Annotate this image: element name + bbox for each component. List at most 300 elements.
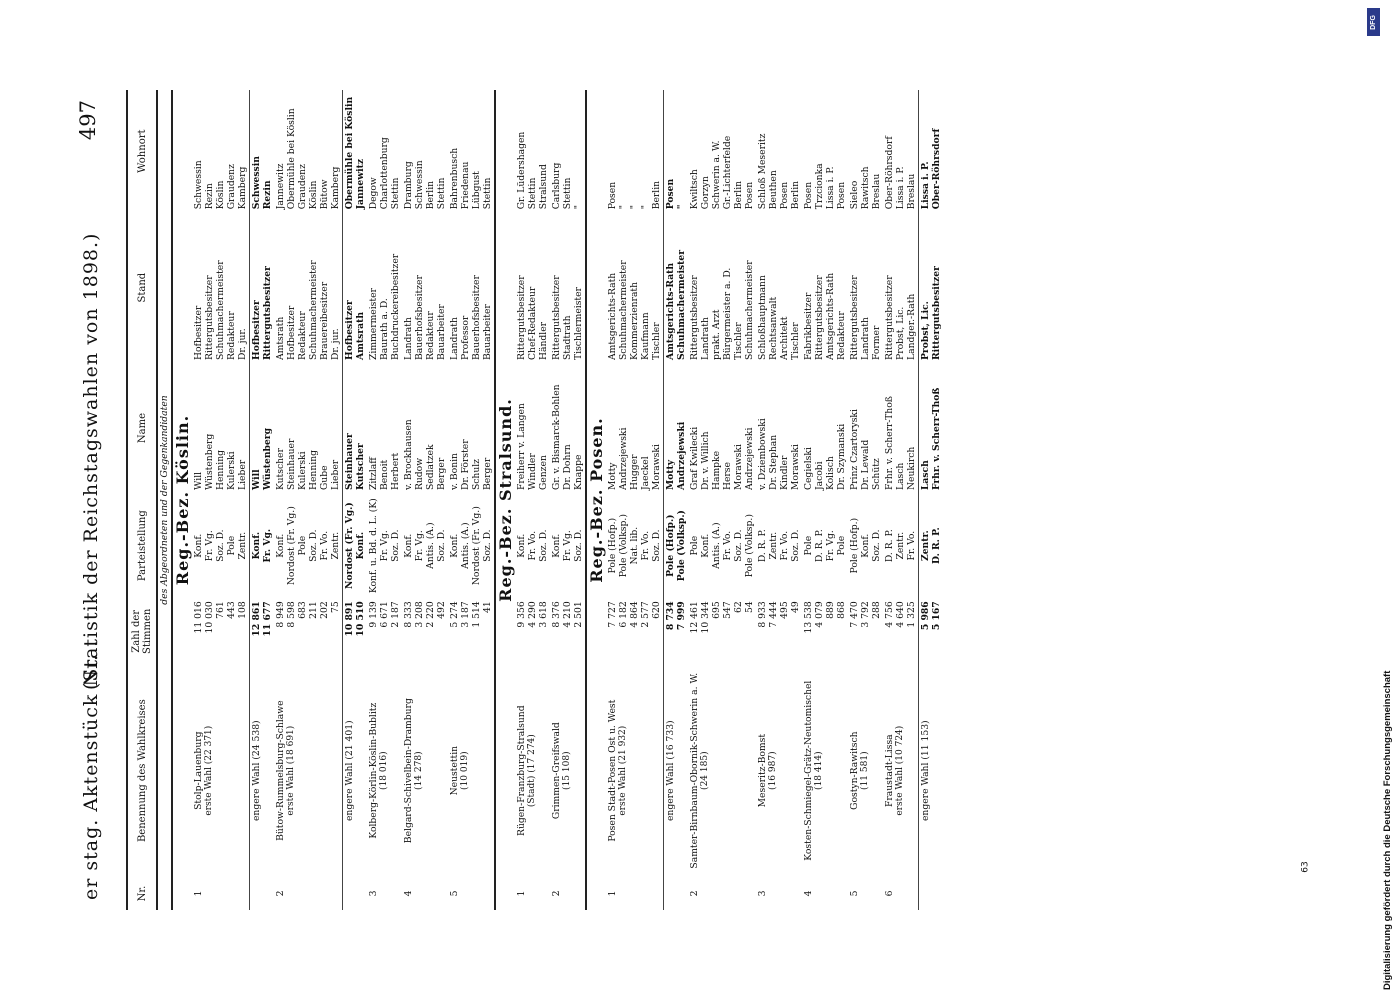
stand-line: Schuhmachermeister <box>618 260 629 360</box>
stimmen-line: 5 274 <box>449 601 460 628</box>
kandidat-name-line: Andrzejewski <box>618 427 629 491</box>
engere-wahl-row <box>250 90 275 910</box>
engere-stimmen-line: 5 986 <box>920 601 931 631</box>
engere-partei-line: Zentr. <box>920 530 931 562</box>
kandidat-name-line: Berger <box>436 457 447 491</box>
engere-stand-line: Rittergutsbesitzer <box>262 266 273 360</box>
stimmen-line: 4 640 <box>895 601 906 628</box>
election-statistics-table <box>126 90 943 910</box>
stimmen-line: 3 208 <box>414 601 425 628</box>
engere-partei-line: Pole (Hofp.) <box>665 514 676 577</box>
region-heading: Reg.-Bez. Stralsund. <box>495 90 515 910</box>
wahlkreis-name: Kolberg-Körlin-Köslin-Bublitz <box>368 702 379 839</box>
partei-line: Zentr. <box>237 531 248 560</box>
stimmen-line: 443 <box>226 601 237 619</box>
wahlkreis-name: Stolp-Lauenburg <box>193 731 204 810</box>
scan-page-number: 63 <box>1300 861 1311 873</box>
kandidat-name-line: Schütz <box>871 458 882 491</box>
kandidat-name-line: v. Brockhausen <box>403 419 414 491</box>
wohnort-line: Dramburg <box>403 161 414 210</box>
partei-line: Antis. (A.) <box>460 522 471 569</box>
partei-line: Fr. Vo. <box>640 530 651 561</box>
kandidat-name-line: v. Bonin <box>449 453 460 491</box>
wahlkreis-cell <box>848 664 883 877</box>
kandidat-name-line: Frhr. v. Scherr-Thoß <box>884 396 895 491</box>
partei-line: Soz. D. <box>390 529 401 562</box>
wohnort <box>802 90 848 212</box>
engere-wahl-row <box>343 90 368 910</box>
table-row <box>448 90 495 910</box>
engere-wohnort <box>919 90 944 212</box>
wahlkreis-cell <box>448 664 495 877</box>
stimmen-line: 4 079 <box>814 601 825 628</box>
running-header <box>70 90 120 910</box>
engere-partei <box>343 493 368 598</box>
kandidat-name-line: Gube <box>319 465 330 491</box>
wohnort-line: Posen <box>836 181 847 210</box>
stand-line: Dr. jur. <box>330 328 341 360</box>
subheader: des Abgeordneten und der Gegenkandidaten <box>159 395 170 605</box>
dfg-logo <box>1367 8 1380 36</box>
partei-line: Nat. lib. <box>629 526 640 565</box>
wahlkreis-cell <box>688 664 756 877</box>
stimmen-line: 288 <box>871 601 882 619</box>
kandidat-name-line: Berger <box>482 457 493 491</box>
engere-stimmen <box>250 598 275 664</box>
stand-line: Hofbesitzer <box>286 305 297 360</box>
stimmen <box>192 598 250 664</box>
partei-line: Nordost (Fr. Vg.) <box>286 506 297 586</box>
kandidat-name <box>848 363 883 493</box>
stimmen-line: 211 <box>308 601 319 619</box>
kandidat-name-line: Kulerski <box>297 451 308 491</box>
stand-line: Buchdruckereibesitzer <box>390 253 401 360</box>
partei <box>448 493 495 598</box>
row-nr-empty <box>250 877 275 910</box>
partei-line: Konf. u. Bd. d. L. (K) <box>368 498 379 594</box>
wahlkreis-cell <box>515 664 550 877</box>
kandidat-name-line: Lasch <box>895 462 906 491</box>
wohnort-line: Schwessin <box>193 160 204 210</box>
stand-line: Rittergutsbesitzer <box>884 275 895 360</box>
wahlkreis-cell <box>192 664 250 877</box>
col-header-wohnort: Wohnort <box>127 90 157 212</box>
partei-line: Soz. D. <box>573 529 584 562</box>
stimmen-line: 7 444 <box>768 601 779 628</box>
stimmen-line: 620 <box>651 601 662 619</box>
partei-line: Fr. Vg. <box>414 530 425 562</box>
wohnort-line: " <box>640 205 651 210</box>
row-nr: 4 <box>403 890 414 897</box>
partei-line: D. R. P. <box>884 529 895 563</box>
wohnort <box>515 90 550 212</box>
kandidat-name-line: Wüstenberg <box>204 433 215 491</box>
kandidat-name <box>756 363 802 493</box>
wahlkreis-name: Posen Stadt-Posen Ost u. West <box>607 699 618 842</box>
stimmen-line: 108 <box>237 601 248 619</box>
wohnort-line: Gr.-Lichterfelde <box>722 135 733 210</box>
kandidat-name-line: Will <box>193 471 204 491</box>
kandidat-name-line: Knappe <box>573 454 584 491</box>
engere-wahl-row <box>664 90 689 910</box>
partei-line: Soz. D. <box>436 529 447 562</box>
wahlkreis-name: Fraustadt-Lissa <box>884 734 895 808</box>
wohnort-line: Stettin <box>390 177 401 210</box>
engere-partei-line: Pole (Volksp.) <box>676 510 687 582</box>
wohnort-line: Lissa i. P. <box>825 166 836 210</box>
stimmen-line: 492 <box>436 601 447 619</box>
kandidat-name-line: Herse <box>722 462 733 491</box>
partei-line: Soz. D. <box>308 529 319 562</box>
col-header-nr: Nr. <box>127 877 157 910</box>
wahlkreis-name: Gostyn-Rawitsch <box>849 731 860 810</box>
wahlkreis-name: Rügen-Franzburg-Stralsund <box>516 705 527 836</box>
digitization-credit <box>1368 40 1393 990</box>
wahlkreis-name: Grimmen-Greifswald <box>551 722 562 820</box>
engere-stand <box>919 212 944 363</box>
engere-name <box>664 363 689 493</box>
kandidat-name-line: Kindler <box>779 455 790 491</box>
partei <box>274 493 343 598</box>
stand <box>802 212 848 363</box>
table-header-row <box>127 90 157 910</box>
stimmen-line: 4 290 <box>527 601 538 628</box>
col-header-name: Name <box>127 363 157 493</box>
partei-line: Zentr. <box>330 531 341 560</box>
wohnort-line: Graudenz <box>297 164 308 210</box>
kandidat-name-line: Jaeckel <box>640 456 651 491</box>
table-row <box>274 90 343 910</box>
engere-stand-line: Amtsrath <box>355 312 366 360</box>
partei <box>883 493 919 598</box>
partei-line: Soz. D. <box>733 529 744 562</box>
credit-text: Digitalisierung gefördert durch die Deutsche Forschungsgemeinschaft <box>1382 670 1393 990</box>
wohnort-line: Stettin <box>482 177 493 210</box>
kandidat-name-line: Henning <box>215 450 226 491</box>
stand-line: Rittergutsbesitzer <box>849 275 860 360</box>
stand-line: Redakteur <box>226 311 237 360</box>
kandidat-name-line: Kulerski <box>226 451 237 491</box>
wahlkreis-cell <box>756 664 802 877</box>
engere-wohnort <box>343 90 368 212</box>
engere-wohnort <box>250 90 275 212</box>
stimmen-line: 761 <box>215 601 226 619</box>
kandidat-name-line: Morawski <box>733 444 744 491</box>
kandidat-name <box>192 363 250 493</box>
partei-line: Pole (Volksp.) <box>618 514 629 578</box>
wahl-info: (15 108) <box>562 751 572 790</box>
stimmen-line: 13 538 <box>803 601 814 634</box>
stand-line: Amtsgerichts-Rath <box>607 272 618 360</box>
wohnort-line: Posen <box>744 181 755 210</box>
partei-line: Zentr. <box>895 531 906 560</box>
engere-partei-line: Fr. Vg. <box>262 528 273 563</box>
engere-stimmen <box>343 598 368 664</box>
wahlkreis-cell <box>802 664 848 877</box>
wahl-info: (10 019) <box>460 751 470 790</box>
table-row <box>402 90 448 910</box>
row-nr-empty <box>919 877 944 910</box>
kandidat-name-line: Prinz Czartoryski <box>849 409 860 491</box>
stand-line: prakt. Arzt <box>711 309 722 360</box>
partei-line: Soz. D. <box>482 529 493 562</box>
wohnort-line: Stettin <box>436 177 447 210</box>
stand-line: Rittergutsbesitzer <box>814 275 825 360</box>
kandidat-name-line: Cegielski <box>803 447 814 491</box>
stand-line: Amtsrath <box>275 316 286 360</box>
stand-line: Probst, Lic. <box>895 306 906 360</box>
partei <box>802 493 848 598</box>
wohnort-line: Köslin <box>308 180 319 210</box>
partei-line: Pole (Hofp.) <box>849 517 860 574</box>
engere-name-line: Andrzejewski <box>676 421 687 491</box>
kandidat-name <box>550 363 586 493</box>
partei <box>688 493 756 598</box>
stand-line: Redakteur <box>297 311 308 360</box>
engere-wohnort-line: Rezin <box>262 180 273 210</box>
stimmen-line: 4 864 <box>629 601 640 628</box>
stimmen-line: 2 501 <box>573 601 584 628</box>
stimmen-line: 54 <box>744 601 755 614</box>
stand <box>883 212 919 363</box>
stand-line: Schuhmachermeister <box>744 260 755 360</box>
stimmen-line: 2 577 <box>640 601 651 628</box>
kandidat-name-line: Dr. Dohrn <box>562 444 573 491</box>
kandidat-name-line: Henning <box>308 450 319 491</box>
stand-line: Fabrikbesitzer <box>803 292 814 360</box>
stand <box>606 212 664 363</box>
wohnort-line: Ober-Röhrsdorf <box>884 136 895 210</box>
engere-stimmen <box>664 598 689 664</box>
partei <box>756 493 802 598</box>
wohnort-line: Kamberg <box>330 166 341 210</box>
engere-wohnort-line: Obermühle bei Köslin <box>344 96 355 210</box>
row-nr: 5 <box>449 890 460 897</box>
wohnort-line: Rawitsch <box>860 166 871 210</box>
stand-line: Bauarbeiter <box>436 304 447 360</box>
wohnort-line: Köslin <box>215 180 226 210</box>
table-body <box>157 90 943 910</box>
partei-line: Soz. D. <box>790 529 801 562</box>
stand-line: Rechtsanwalt <box>768 296 779 360</box>
stimmen-line: 1 325 <box>906 601 917 628</box>
stimmen-line: 8 933 <box>757 601 768 628</box>
engere-stand-line: Hofbesitzer <box>251 300 262 360</box>
wahl-info: (18 414) <box>814 751 824 790</box>
wahlkreis-cell <box>402 664 448 877</box>
kandidat-name-line: Dr. Stephan <box>768 434 779 491</box>
kandidat-name-line: Lieber <box>330 459 341 491</box>
stand-line: Rittergutsbesitzer <box>204 275 215 360</box>
wahl-info: (16 987) <box>768 751 778 790</box>
stimmen <box>883 598 919 664</box>
kandidat-name-line: Andrzejewski <box>744 427 755 491</box>
stimmen-line: 8 376 <box>551 601 562 628</box>
kandidat-name-line: Freiherr v. Langen <box>516 403 527 491</box>
stimmen-line: 495 <box>779 601 790 619</box>
row-nr: 2 <box>689 890 700 897</box>
engere-stand-line: Schuhmachermeister <box>676 249 687 360</box>
wohnort <box>883 90 919 212</box>
wohnort-line: Trzcionka <box>814 163 825 210</box>
wahlkreis-name: Neustettin <box>449 745 460 796</box>
kandidat-name <box>883 363 919 493</box>
engere-wohnort-line: Schwessin <box>251 156 262 210</box>
stimmen-line: 10 344 <box>700 601 711 634</box>
engere-stand <box>343 212 368 363</box>
kandidat-name-line: Lieber <box>237 459 248 491</box>
engere-stand <box>664 212 689 363</box>
wohnort-line: Sieleo <box>849 180 860 210</box>
engere-wahl-label: engere Wahl (21 401) <box>343 664 368 877</box>
wahlkreis-cell <box>883 664 919 877</box>
table-row <box>606 90 664 910</box>
table-row <box>756 90 802 910</box>
wohnort-line: Berlin <box>790 180 801 210</box>
wohnort <box>688 90 756 212</box>
kandidat-name-line: Steinhauer <box>286 438 297 491</box>
engere-wahl-label: engere Wahl (24 538) <box>250 664 275 877</box>
partei-line: Fr. Vo. <box>527 530 538 561</box>
row-nr: 4 <box>803 890 814 897</box>
wahlkreis-name: Samter-Birnbaum-Obornik-Schwerin a. W. <box>689 672 700 869</box>
table-row <box>848 90 883 910</box>
table-row <box>367 90 402 910</box>
kandidat-name-line: Motty <box>607 462 618 491</box>
partei-line: Pole <box>836 535 847 556</box>
engere-name-line: Steinhauer <box>344 433 355 491</box>
header-left: er stag. Aktenstück Nr. . <box>80 639 102 900</box>
kandidat-name-line: Schulz <box>471 458 482 491</box>
kandidat-name-line: Dr. v. Willich <box>700 431 711 491</box>
engere-partei <box>250 493 275 598</box>
engere-wahl-row <box>919 90 944 910</box>
wohnort-line: Stettin <box>527 177 538 210</box>
table-row <box>688 90 756 910</box>
engere-wahl-label: engere Wahl (11 153) <box>919 664 944 877</box>
stand-line: Baurath a. D. <box>379 298 390 360</box>
stand-line: Redakteur <box>425 311 436 360</box>
stimmen <box>606 598 664 664</box>
engere-partei <box>664 493 689 598</box>
stand-line: Professor <box>460 315 471 360</box>
wohnort-line: " <box>573 205 584 210</box>
stand-line: Zimmermeister <box>368 288 379 360</box>
engere-name-line: Kutscher <box>355 443 366 491</box>
wahlkreis-name: Meseritz-Bomst <box>757 733 768 808</box>
row-nr: 1 <box>193 890 204 897</box>
stimmen-line: 41 <box>482 601 493 614</box>
col-header-partei: Parteistellung <box>127 493 157 598</box>
wahlkreis-name: Bütow-Rummelsburg-Schlawe <box>275 700 286 841</box>
region-heading-row <box>586 90 606 910</box>
dfg-logo-text: DFG <box>1370 14 1377 30</box>
wohnort <box>367 90 402 212</box>
stand-line: Bauerhofsbesitzer <box>414 275 425 360</box>
wahl-info: (18 016) <box>379 751 389 790</box>
partei <box>402 493 448 598</box>
engere-partei-line: D. R. P. <box>931 527 942 564</box>
row-nr: 3 <box>368 890 379 897</box>
wahl-info: (14 278) <box>414 751 424 790</box>
wohnort-line: Lübgust <box>471 171 482 210</box>
kandidat-name <box>274 363 343 493</box>
wohnort-line: Kamberg <box>237 166 248 210</box>
kandidat-name-line: Dr. Szymanski <box>836 423 847 491</box>
stand-line: Kaufmann <box>640 312 651 360</box>
stand-line: Brauereibesitzer <box>319 281 330 360</box>
wohnort-line: Obermühle bei Köslin <box>286 108 297 210</box>
stand-line: Dr. jur. <box>237 328 248 360</box>
row-nr: 1 <box>516 890 527 897</box>
stand-line: Schuhmachermeister <box>308 260 319 360</box>
wahlkreis-name: Belgard-Schivelbein-Dramburg <box>403 698 414 844</box>
stimmen-line: 868 <box>836 601 847 619</box>
engere-partei-line: Nordost (Fr. Vg.) <box>344 502 355 590</box>
kandidat-name-line: Kolisch <box>825 456 836 491</box>
stand <box>274 212 343 363</box>
partei-line: Konf. <box>860 533 871 558</box>
wohnort-line: Berlin <box>733 180 744 210</box>
wohnort-line: Posen <box>779 181 790 210</box>
region-heading-row <box>495 90 515 910</box>
wohnort-line: Friedenau <box>460 161 471 210</box>
stand-line: Rittergutsbesitzer <box>551 275 562 360</box>
col-header-wahlkreis: Benennung des Wahlkreises <box>127 664 157 877</box>
row-nr: 2 <box>551 890 562 897</box>
partei-line: Konf. <box>275 533 286 558</box>
col-header-stimmen: Zahl der Stimmen <box>127 598 157 664</box>
engere-wohnort-line: " <box>676 204 687 210</box>
stand-line: Redakteur <box>836 311 847 360</box>
stimmen-line: 12 461 <box>689 601 700 634</box>
engere-stimmen-line: 10 891 <box>344 601 355 637</box>
wahl-info: erste Wahl (10 724) <box>895 725 905 816</box>
stimmen <box>367 598 402 664</box>
engere-partei-line: Konf. <box>251 531 262 560</box>
stimmen-line: 4 756 <box>884 601 895 628</box>
wahl-info: (Stadt) (17 274) <box>527 734 537 808</box>
stimmen-line: 202 <box>319 601 330 619</box>
engere-name-line: Frhr. v. Scherr-Thoß <box>931 387 942 491</box>
stand-line: Rittergutsbesitzer <box>516 275 527 360</box>
wohnort-line: Stralsund <box>538 164 549 210</box>
stimmen-line: 4 210 <box>562 601 573 628</box>
engere-stimmen-line: 5 167 <box>931 601 942 631</box>
kandidat-name-line: Windler <box>527 453 538 491</box>
engere-wohnort-line: Lissa i. P. <box>920 161 931 210</box>
stimmen-line: 547 <box>722 601 733 619</box>
kandidat-name <box>367 363 402 493</box>
stimmen-line: 6 671 <box>379 601 390 628</box>
partei <box>515 493 550 598</box>
kandidat-name-line: Herbert <box>390 452 401 491</box>
header-title: (Statistik der Reichstagswahlen von 1898.) <box>80 232 102 690</box>
engere-name-line: Motty <box>665 459 676 491</box>
partei-line: Antis. (A.) <box>425 522 436 569</box>
wohnort <box>402 90 448 212</box>
stand <box>550 212 586 363</box>
engere-partei-line: Konf. <box>355 531 366 560</box>
stimmen-line: 3 187 <box>460 601 471 628</box>
stand-line: Tischler <box>651 322 662 360</box>
engere-name-line: Will <box>251 469 262 491</box>
stand <box>515 212 550 363</box>
wohnort <box>274 90 343 212</box>
stimmen <box>802 598 848 664</box>
kandidat-name-line: Sedlatzek <box>425 444 436 491</box>
stand-line: Stadtrath <box>562 315 573 360</box>
